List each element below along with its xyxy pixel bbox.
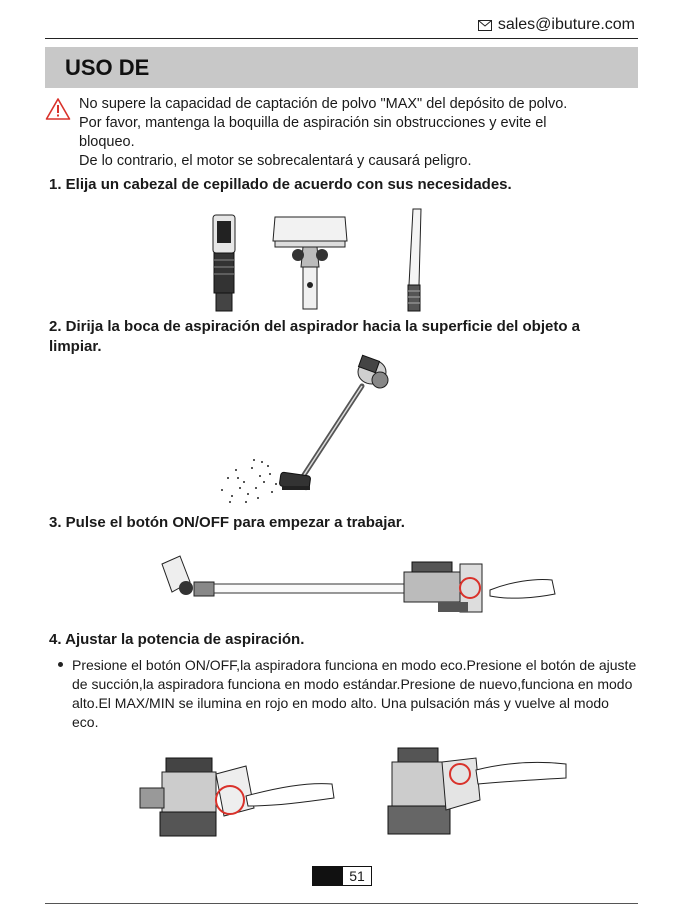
warning-line: bloqueo. <box>79 134 135 150</box>
step-4-description <box>72 656 644 732</box>
vacuum-horizontal-illustration <box>150 546 560 626</box>
bullet-dot <box>58 662 63 667</box>
description-line: de succión,la aspiradora funciona en modo estándar.Presione de nuevo,funciona en modo <box>72 676 633 692</box>
email-text: sales@ibuture.com <box>497 16 635 33</box>
section-title: USO DE <box>65 55 150 80</box>
warning-line: De lo contrario, el motor se sobrecalentará y causará peligro. <box>79 153 472 169</box>
vacuum-tube <box>214 584 404 593</box>
vacuum-motor-unit <box>404 562 482 612</box>
step-2-heading-cont: limpiar. <box>49 338 102 355</box>
header-email <box>478 16 635 34</box>
step-1-heading: 1. Elija un cabezal de cepillado de acuerdo con sus necesidades. <box>49 176 512 193</box>
crevice-tool-attachment <box>408 209 421 311</box>
hand-drawing <box>490 579 555 598</box>
top-rule <box>45 38 638 39</box>
vacuum-head-end <box>162 556 214 596</box>
envelope-icon <box>478 20 492 31</box>
hand-drawing <box>476 762 566 784</box>
description-line: alto.El MAX/MIN se ilumina en rojo en modo alto. Una pulsación más y vuelve al modo <box>72 695 609 711</box>
description-line: Presione el botón ON/OFF,la aspiradora funciona en modo eco.Presione el botón de ajuste <box>72 657 637 673</box>
vacuum-body <box>358 355 388 388</box>
page-number-tab <box>313 867 343 885</box>
small-brush-attachment <box>213 215 235 311</box>
warning-triangle-icon <box>45 97 71 121</box>
step-3-heading: 3. Pulse el botón ON/OFF para empezar a trabajar. <box>49 514 405 531</box>
bottom-rule <box>45 903 638 904</box>
step-4-heading: 4. Ajustar la potencia de aspiración. <box>49 631 305 648</box>
handheld-vacuum-right-illustration <box>380 740 570 844</box>
page-number: 51 <box>349 868 365 884</box>
handheld-vacuum-left-illustration <box>136 744 336 844</box>
brush-heads-illustration <box>205 205 445 315</box>
hand-drawing <box>246 784 334 806</box>
debris-particles <box>221 459 277 503</box>
vacuum-floor-illustration <box>210 350 400 508</box>
warning-line: No supere la capacidad de captación de polvo "MAX" del depósito de polvo. <box>79 96 568 112</box>
warning-text <box>79 95 639 171</box>
description-line: eco. <box>72 714 99 730</box>
warning-line: Por favor, mantenga la boquilla de aspiración sin obstrucciones y evite el <box>79 115 547 131</box>
section-banner <box>45 47 638 88</box>
floor-brush-attachment <box>273 217 347 309</box>
step-2-heading: 2. Dirija la boca de aspiración del aspirador hacia la superficie del objeto a <box>49 318 581 335</box>
page-number-box <box>312 866 372 886</box>
